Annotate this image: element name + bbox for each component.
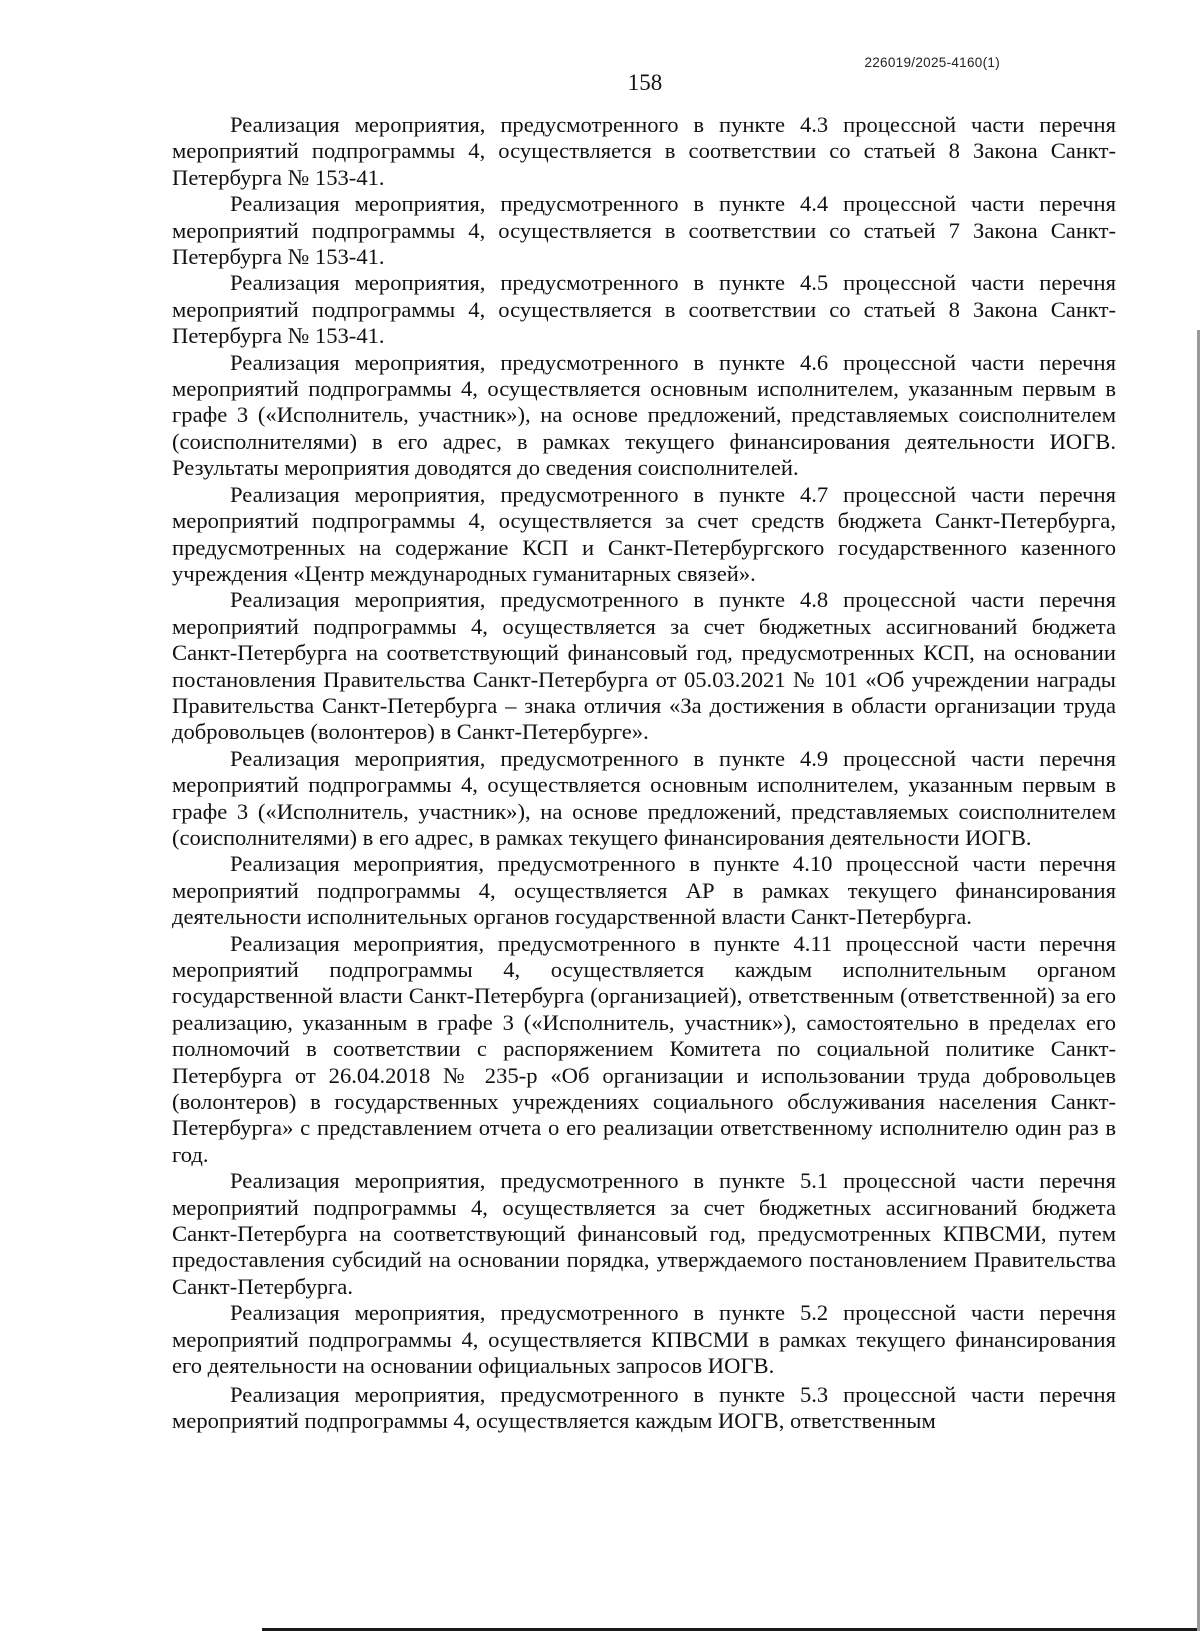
paragraph-4-10: Реализация мероприятия, предусмотренного в пункте 4.10 процессной части перечня мероприятий подпрограммы 4, осуществляется АР в рамках текущего финансирования деятельности исполнительных органов государственной власти Санкт-Петербурга. [172,851,1116,930]
page-number: 158 [627,70,663,95]
paragraph-5-2: Реализация мероприятия, предусмотренного в пункте 5.2 процессной части перечня мероприятий подпрограммы 4, осуществляется КПВСМИ в рамках текущего финансирования его деятельности на основании официальных запросов ИОГВ. [172,1300,1116,1379]
paragraph-4-5: Реализация мероприятия, предусмотренного в пункте 4.5 процессной части перечня мероприятий подпрограммы 4, осуществляется в соответствии со статьей 8 Закона Санкт-Петербурга № 153-41. [172,270,1116,349]
document-registration-number: 226019/2025-4160(1) [864,55,1000,70]
paragraph-5-3: Реализация мероприятия, предусмотренного в пункте 5.3 процессной части перечня мероприятий подпрограммы 4, осуществляется каждым ИОГВ, ответственным [172,1381,1116,1433]
paragraph-4-7: Реализация мероприятия, предусмотренного в пункте 4.7 процессной части перечня мероприятий подпрограммы 4, осуществляется за счет средств бюджета Санкт-Петербурга, предусмотренных на содержание КСП и Санкт-Петербургского государственного казенного учреждения «Центр международных гуманитарных связей». [172,481,1116,586]
paragraph-4-6: Реализация мероприятия, предусмотренного в пункте 4.6 процессной части перечня мероприятий подпрограммы 4, осуществляется основным исполнителем, указанным первым в графе 3 («Исполнитель, участник»), на основе предложений, представляемых соисполнителем (соисполнителями) в его адрес, в рамках текущего финансирования деятельности ИОГВ. Результаты мероприятия доводятся до сведения соисполнителей. [172,349,1116,481]
paragraph-4-3: Реализация мероприятия, предусмотренного в пункте 4.3 процессной части перечня мероприятий подпрограммы 4, осуществляется в соответствии со статьей 8 Закона Санкт-Петербурга № 153-41. [172,112,1116,190]
paragraph-4-8: Реализация мероприятия, предусмотренного в пункте 4.8 процессной части перечня мероприятий подпрограммы 4, осуществляется за счет бюджетных ассигнований бюджета Санкт-Петербурга на соответствующий финансовый год, предусмотренных КСП, на основании постановления Правительства Санкт-Петербурга от 05.03.2021 № 101 «Об учреждении награды Правительства Санкт-Петербурга – знака отличия «За достижения в области организации труда добровольцев (волонтеров) в Санкт-Петербурге». [172,587,1116,745]
document-body [172,112,1116,1434]
paragraph-5-1: Реализация мероприятия, предусмотренного в пункте 5.1 процессной части перечня мероприятий подпрограммы 4, осуществляется за счет бюджетных ассигнований бюджета Санкт-Петербурга на соответствующий финансовый год, предусмотренных КПВСМИ, путем предоставления субсидий на основании порядка, утверждаемого постановлением Правительства Санкт-Петербурга. [172,1168,1116,1299]
paragraph-4-11: Реализация мероприятия, предусмотренного в пункте 4.11 процессной части перечня мероприятий подпрограммы 4, осуществляется каждым исполнительным органом государственной власти Санкт-Петербурга (организацией), ответственным (ответственной) за его реализацию, указанным в графе 3 («Исполнитель, участник»), самостоятельно в пределах его полномочий в соответствии с распоряжением Комитета по социальной политике Санкт-Петербурга от 26.04.2018 № 235-р «Об организации и использовании труда добровольцев (волонтеров) в государственных учреждениях социального обслуживания населения Санкт-Петербурга» с представлением отчета о его реализации ответственному исполнителю один раз в год. [172,930,1116,1167]
paragraph-4-9: Реализация мероприятия, предусмотренного в пункте 4.9 процессной части перечня мероприятий подпрограммы 4, осуществляется основным исполнителем, указанным первым в графе 3 («Исполнитель, участник»), на основе предложений, представляемых соисполнителем (соисполнителями) в его адрес, в рамках текущего финансирования деятельности ИОГВ. [172,745,1116,850]
paragraph-4-4: Реализация мероприятия, предусмотренного в пункте 4.4 процессной части перечня мероприятий подпрограммы 4, осуществляется в соответствии со статьей 7 Закона Санкт-Петербурга № 153-41. [172,191,1116,270]
